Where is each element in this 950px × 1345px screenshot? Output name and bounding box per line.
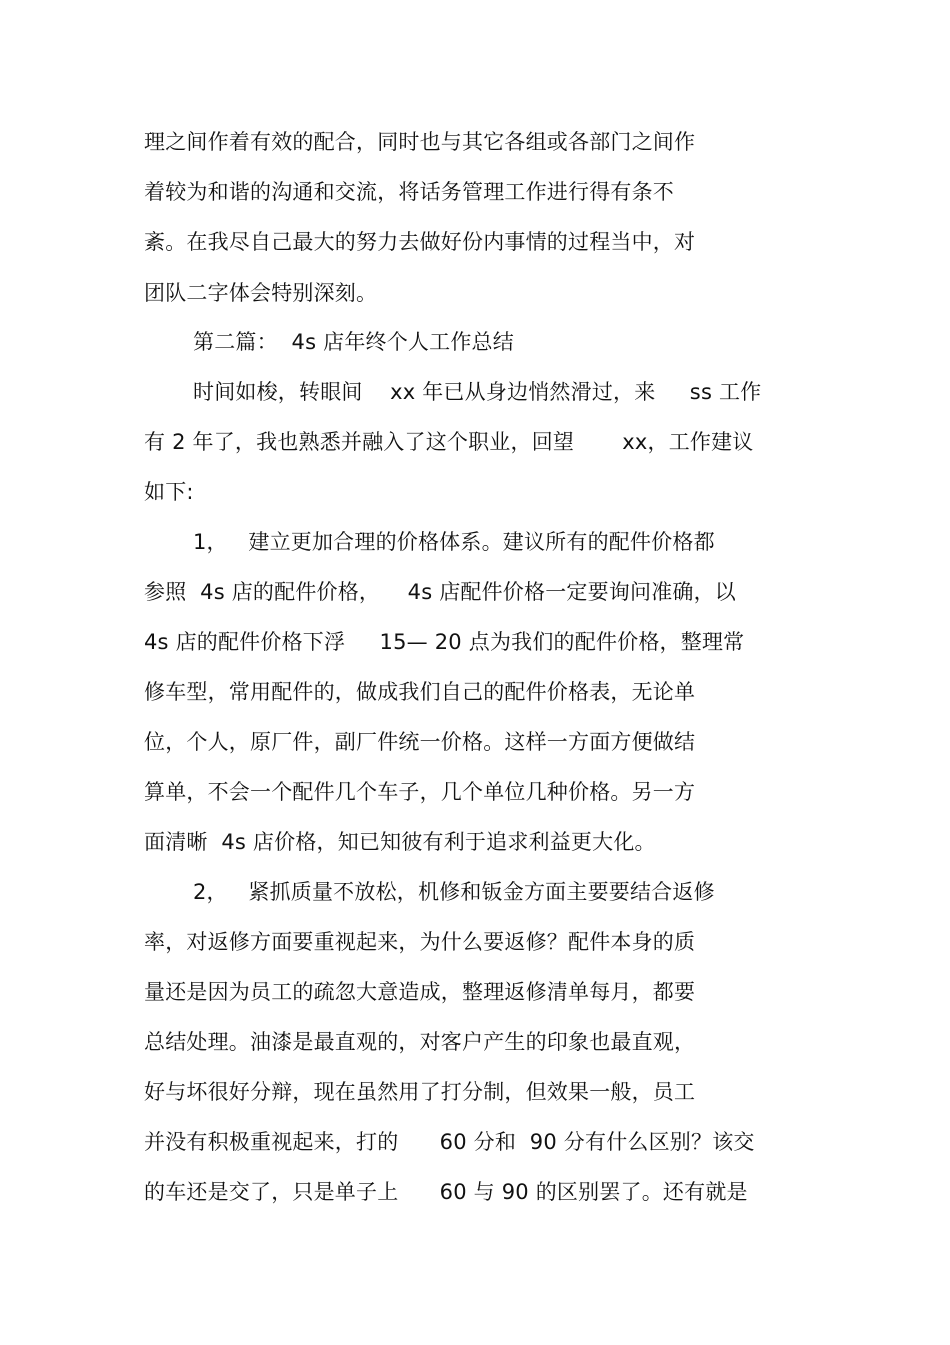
text-line: 并没有积极重视起来，打的 60 分和 90 分有什么区别？该交	[144, 1130, 755, 1154]
text-line: 算单，不会一个配件几个车子，几个单位几种价格。另一方	[144, 780, 696, 804]
text-line: 着较为和谐的沟通和交流，将话务管理工作进行得有条不	[144, 180, 674, 204]
list-item-heading: 1， 建立更加合理的价格体系。建议所有的配件价格都	[193, 530, 715, 554]
text-line: 时间如梭，转眼间 xx 年已从身边悄然滑过，来 ss 工作	[193, 380, 762, 404]
text-line: 总结处理。油漆是最直观的，对客户产生的印象也最直观，	[144, 1030, 696, 1054]
text-line: 如下:	[144, 480, 194, 504]
text-line: 有 2 年了，我也熟悉并融入了这个职业，回望 xx，工作建议	[144, 430, 754, 454]
text-line: 紊。在我尽自己最大的努力去做好份内事情的过程当中，对	[144, 230, 696, 254]
section-heading: 第二篇： 4s 店年终个人工作总结	[193, 330, 514, 354]
text-line: 理之间作着有效的配合，同时也与其它各组或各部门之间作	[144, 130, 696, 154]
text-line: 好与坏很好分辩，现在虽然用了打分制，但效果一般，员工	[144, 1080, 696, 1104]
text-line: 的车还是交了，只是单子上 60 与 90 的区别罢了。还有就是	[144, 1180, 748, 1204]
text-line: 参照 4s 店的配件价格， 4s 店配件价格一定要询问准确，以	[144, 580, 737, 604]
text-line: 面清晰 4s 店价格，知已知彼有利于追求利益更大化。	[144, 830, 656, 854]
text-line: 4s 店的配件价格下浮 15— 20 点为我们的配件价格，整理常	[144, 630, 745, 654]
text-line: 修车型，常用配件的，做成我们自己的配件价格表，无论单	[144, 680, 696, 704]
text-line: 率，对返修方面要重视起来，为什么要返修？配件本身的质	[144, 930, 696, 954]
list-item-heading: 2， 紧抓质量不放松，机修和钣金方面主要要结合返修	[193, 880, 715, 904]
text-line: 量还是因为员工的疏忽大意造成，整理返修清单每月，都要	[144, 980, 696, 1004]
text-line: 团队二字体会特别深刻。	[144, 281, 378, 305]
text-line: 位，个人，原厂件，副厂件统一价格。这样一方面方便做结	[144, 730, 696, 754]
